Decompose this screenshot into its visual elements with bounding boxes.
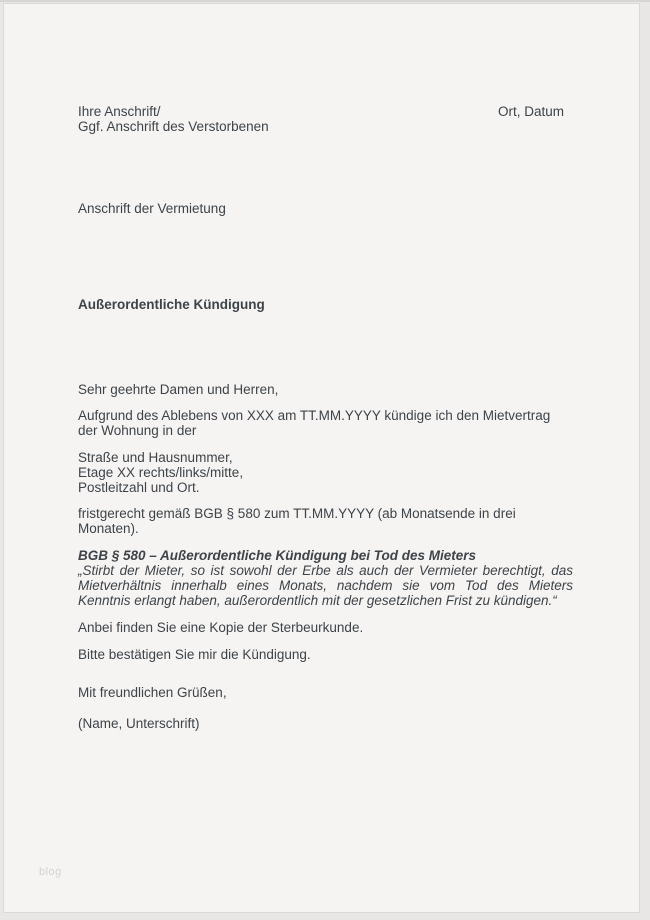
- salutation: Sehr geehrte Damen und Herren,: [78, 382, 279, 397]
- law-heading: BGB § 580 – Außerordentliche Kündigung bei Tod des Mieters: [78, 548, 477, 563]
- sender-line-1: Ihre Anschrift/: [78, 104, 161, 119]
- recipient-block: Anschrift der Vermietung: [78, 201, 226, 216]
- law-citation-block: [78, 548, 573, 608]
- sender-line-2: Ggf. Anschrift des Verstorbenen: [78, 119, 269, 134]
- letter-head-row: [78, 104, 573, 134]
- law-quote: „Stirbt der Mieter, so ist sowohl der Erbe als auch der Vermieter berechtigt, das Mietverhältnis innerhalb eines Monats, nachdem sie vom Tod des Mieters Kenntnis erlangt haben, außerordentlich mit der gesetzlichen Frist zu kündigen.“: [78, 563, 573, 608]
- address-line-city: Postleitzahl und Ort.: [78, 480, 200, 495]
- letter-content: [4, 4, 639, 912]
- letter-page: [3, 3, 640, 913]
- sender-address-block: [78, 104, 269, 134]
- page-top-edge: [0, 0, 650, 2]
- place-date: Ort, Datum: [497, 104, 564, 119]
- address-line-floor: Etage XX rechts/links/mitte,: [78, 465, 244, 480]
- apartment-address-block: [78, 450, 573, 495]
- intro-paragraph: Aufgrund des Ablebens von XXX am TT.MM.YYYY kündige ich den Mietvertrag der Wohnung in der: [78, 408, 551, 438]
- address-line-street: Straße und Hausnummer,: [78, 450, 233, 465]
- signature-line: (Name, Unterschrift): [78, 716, 200, 731]
- confirmation-line: Bitte bestätigen Sie mir die Kündigung.: [78, 647, 311, 662]
- deadline-line: fristgerecht gemäß BGB § 580 zum TT.MM.YYYY (ab Monatsende in drei Monaten).: [78, 506, 516, 536]
- attachment-line: Anbei finden Sie eine Kopie der Sterbeurkunde.: [78, 620, 364, 635]
- subject-line: Außerordentliche Kündigung: [78, 297, 265, 312]
- blog-watermark: blog: [39, 866, 62, 878]
- closing-line: Mit freundlichen Grüßen,: [78, 685, 227, 700]
